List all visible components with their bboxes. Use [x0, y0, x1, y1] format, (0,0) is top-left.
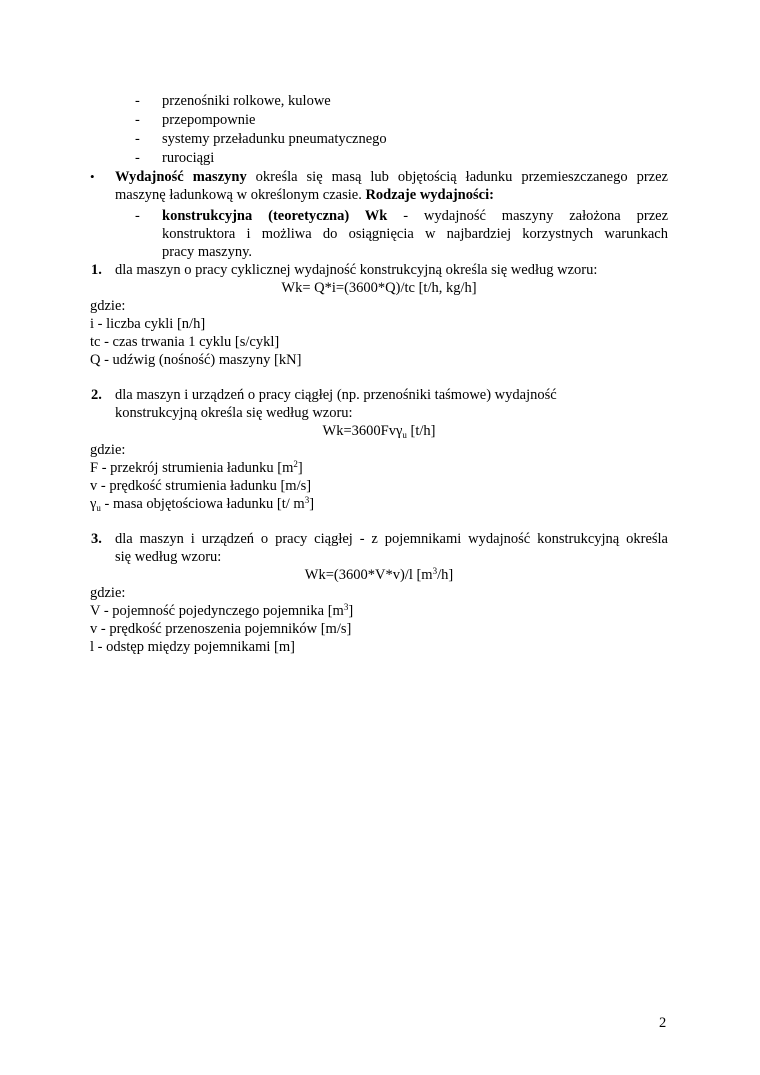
- case2-line2: konstrukcyjną określa się według wzoru:: [115, 405, 353, 421]
- case3-line1: dla maszyn i urządzeń o pracy ciągłej - z pojemnikami wydajność konstrukcyjną określa: [115, 531, 668, 547]
- case1-number: 1.: [91, 262, 102, 278]
- case2-def-f-text: F - przekrój strumienia ładunku [m: [90, 460, 294, 476]
- case3-def-speed: v - prędkość przenoszenia pojemników [m/s]: [90, 621, 352, 637]
- case3-def-spacing: l - odstęp między pojemnikami [m]: [90, 639, 295, 655]
- case2-def-g-text: - masa objętościowa ładunku [t/ m: [100, 496, 305, 512]
- case3-number: 3.: [91, 531, 102, 547]
- case2-where: gdzie:: [90, 442, 126, 458]
- case2-def-cross-section: [90, 459, 303, 477]
- case3-formula: [90, 566, 668, 584]
- design-performance-term: konstrukcyjna (teoretyczna) Wk: [162, 208, 388, 224]
- performance-definition-cont: maszynę ładunkową w określonym czasie.: [115, 187, 366, 203]
- bullet-marker: •: [90, 169, 95, 184]
- list-marker: -: [135, 131, 140, 147]
- case2-def-g-close: ]: [309, 496, 315, 512]
- case3-def-v-exponent: 3: [343, 602, 349, 612]
- case3-def-volume: [90, 602, 353, 620]
- list-marker: -: [135, 93, 140, 109]
- design-performance-line3: pracy maszyny.: [162, 244, 253, 260]
- list-marker: -: [135, 112, 140, 128]
- design-performance-line2: konstruktora i możliwa do osiągnięcia w najbardziej korzystnych warunkach: [162, 226, 668, 242]
- case2-def-g-subscript: u: [96, 503, 101, 513]
- case2-formula: [90, 422, 668, 440]
- case2-def-g-exponent: 3: [304, 495, 310, 505]
- case2-formula-unit: [t/h]: [406, 423, 436, 439]
- performance-paragraph-line2: [115, 186, 494, 204]
- case2-def-f-exponent: 2: [293, 459, 298, 469]
- case3-formula-main: Wk=(3600*V*v)/l [m: [304, 567, 433, 583]
- case2-def-g-symbol: γ: [90, 496, 97, 512]
- case3-def-v-close: ]: [348, 603, 354, 619]
- list-marker: -: [135, 150, 140, 166]
- case1-text: dla maszyn o pracy cyklicznej wydajność konstrukcyjną określa się według wzoru:: [115, 262, 598, 278]
- list-marker: -: [135, 208, 140, 224]
- case3-formula-unit: /h]: [437, 567, 454, 583]
- case3-formula-exponent: 3: [432, 566, 438, 576]
- performance-definition: określa się masą lub objętością ładunku przemieszczanego przez: [246, 169, 668, 185]
- case2-def-speed: v - prędkość strumienia ładunku [m/s]: [90, 478, 312, 494]
- list-item: rurociągi: [162, 150, 215, 166]
- case2-formula-main: Wk=3600Fvγ: [322, 423, 403, 439]
- performance-paragraph-line1: [115, 168, 668, 186]
- list-item: przepompownie: [162, 112, 256, 128]
- case1-def-capacity: Q - udźwig (nośność) maszyny [kN]: [90, 352, 302, 368]
- case1-where: gdzie:: [90, 298, 126, 314]
- case1-def-cycles: i - liczba cykli [n/h]: [90, 316, 206, 332]
- case2-line1: dla maszyn i urządzeń o pracy ciągłej (np. przenośniki taśmowe) wydajność: [115, 387, 557, 403]
- performance-term: Wydajność maszyny: [115, 169, 247, 185]
- page-number: 2: [659, 1015, 667, 1031]
- case3-line2: się według wzoru:: [115, 549, 222, 565]
- design-performance-line1: [162, 207, 668, 225]
- design-performance-def: - wydajność maszyny założona przez: [387, 208, 669, 224]
- list-item: przenośniki rolkowe, kulowe: [162, 93, 331, 109]
- performance-types-label: Rodzaje wydajności:: [365, 187, 494, 203]
- case2-def-density: [90, 495, 314, 513]
- case3-def-v-text: V - pojemność pojedynczego pojemnika [m: [90, 603, 344, 619]
- list-item: systemy przeładunku pneumatycznego: [162, 131, 387, 147]
- case2-def-f-close: ]: [297, 460, 303, 476]
- case1-formula: Wk= Q*i=(3600*Q)/tc [t/h, kg/h]: [281, 280, 477, 296]
- case3-where: gdzie:: [90, 585, 126, 601]
- case2-number: 2.: [91, 387, 102, 403]
- case1-def-cycle-time: tc - czas trwania 1 cyklu [s/cykl]: [90, 334, 280, 350]
- case2-formula-subscript: u: [402, 430, 407, 440]
